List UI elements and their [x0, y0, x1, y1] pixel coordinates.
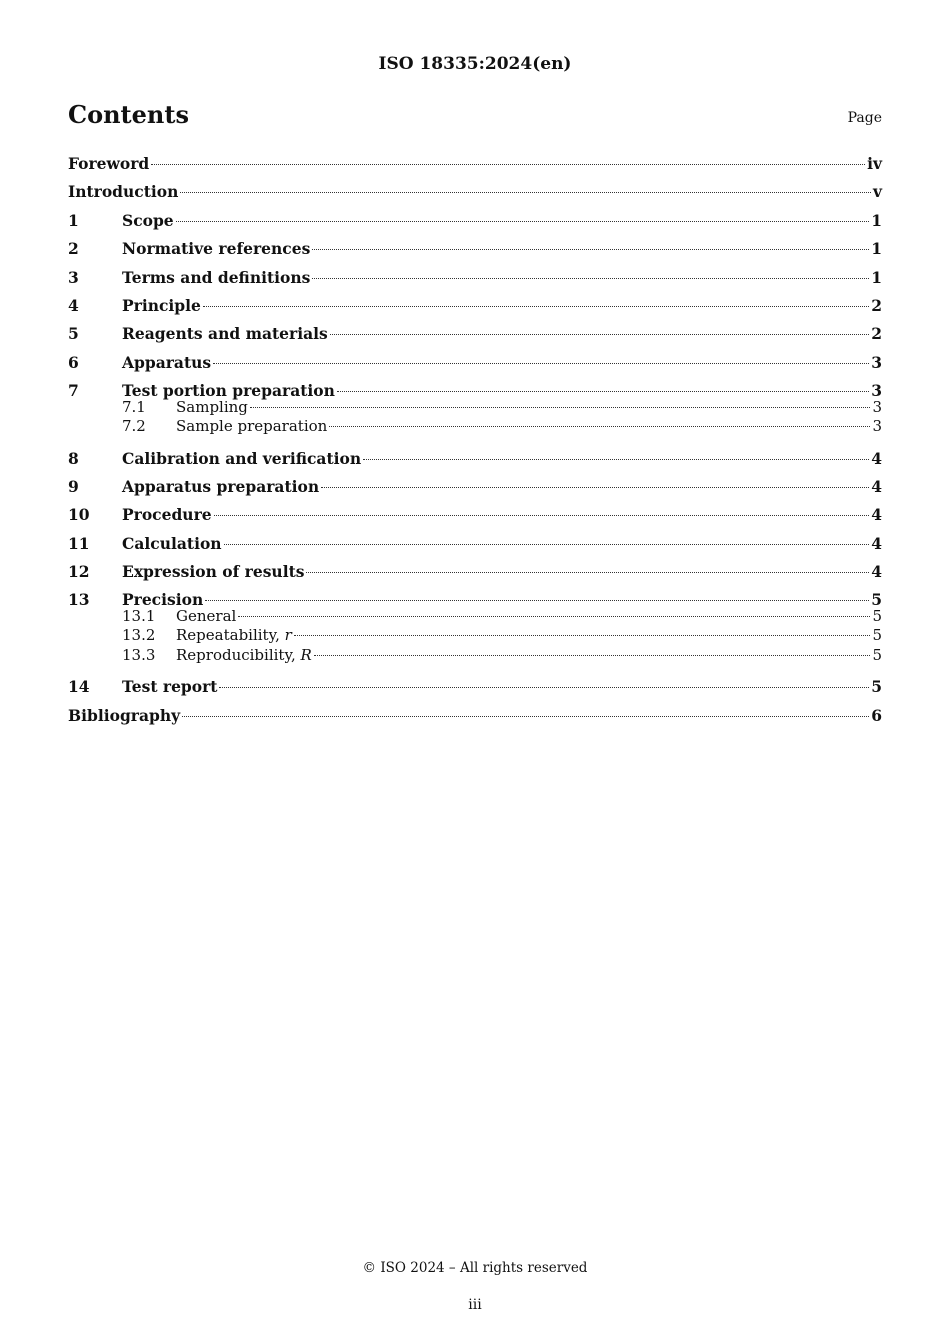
toc-entry-number: 3	[68, 267, 79, 287]
toc-entry-page: 3	[872, 397, 882, 416]
toc-subentry-reproducibility[interactable]	[68, 646, 882, 666]
toc-entry-page: 1	[871, 239, 882, 259]
toc-entry-title	[176, 626, 292, 646]
toc-entry-page: 2	[871, 324, 882, 344]
toc-entry-page: v	[872, 182, 882, 202]
toc-entry-page: 3	[871, 381, 882, 401]
dot-leader	[219, 686, 869, 688]
dot-leader	[321, 486, 869, 488]
toc-entry-number: 9	[68, 476, 79, 496]
dot-leader	[337, 390, 869, 392]
toc-entry-page: 2	[871, 295, 882, 315]
dot-leader	[312, 248, 869, 250]
symbol-r: r	[284, 626, 292, 645]
toc-entry-page: 3	[872, 417, 882, 436]
toc-entry-number: 7.2	[122, 417, 146, 436]
dot-leader	[214, 514, 870, 516]
toc-entry-page: 4	[871, 476, 882, 496]
toc-entry-scope[interactable]	[68, 207, 882, 235]
toc-entry-number: 2	[68, 239, 79, 259]
document-header: ISO 18335:2024(en)	[378, 54, 572, 74]
dot-leader	[363, 458, 869, 460]
toc-entry-title: Precision	[122, 590, 204, 610]
toc-entry-title: Procedure	[122, 505, 212, 525]
toc-entry-page: iv	[867, 154, 882, 173]
toc-entry-normative-references[interactable]	[68, 235, 882, 263]
toc-entry-page: 5	[872, 645, 882, 664]
toc-entry-number: 6	[68, 352, 79, 372]
copyright-footer: © ISO 2024 – All rights reserved	[362, 1260, 588, 1276]
toc-entry-page: 5	[872, 626, 882, 645]
toc-entry-title-text: Repeatability,	[176, 626, 285, 645]
toc-entry-number: 13	[68, 590, 90, 610]
page-number: iii	[468, 1297, 482, 1313]
toc-entry-title: Test report	[122, 677, 218, 697]
toc-entry-title: Foreword	[68, 154, 150, 173]
toc-entry-number: 13.3	[122, 645, 156, 664]
dot-leader	[151, 163, 865, 165]
toc-entry-calculation[interactable]	[68, 530, 882, 558]
toc-entry-number: 4	[68, 295, 79, 315]
toc-entry-title: Introduction	[68, 182, 179, 202]
dot-leader	[176, 220, 870, 222]
table-of-contents	[68, 150, 882, 730]
toc-entry-page: 6	[871, 705, 882, 725]
dot-leader	[213, 362, 869, 364]
toc-entry-apparatus[interactable]	[68, 349, 882, 377]
toc-entry-title: Normative references	[122, 239, 311, 259]
toc-entry-page: 4	[871, 505, 882, 525]
dot-leader	[312, 277, 869, 279]
toc-entry-page: 4	[871, 562, 882, 582]
toc-entry-expression-of-results[interactable]	[68, 558, 882, 586]
toc-entry-terms-and-definitions[interactable]	[68, 264, 882, 292]
toc-entry-title: Terms and definitions	[122, 267, 311, 287]
toc-entry-calibration-and-verification[interactable]	[68, 445, 882, 473]
toc-entry-page: 5	[872, 606, 882, 625]
toc-entry-number: 12	[68, 562, 90, 582]
toc-entry-page: 5	[871, 590, 882, 610]
dot-leader	[330, 333, 869, 335]
toc-entry-title-text: Reproducibility,	[176, 645, 301, 664]
toc-entry-title: General	[176, 606, 237, 625]
toc-entry-number: 8	[68, 448, 79, 468]
dot-leader	[238, 615, 870, 617]
toc-entry-number: 11	[68, 533, 90, 553]
toc-entry-title: Expression of results	[122, 562, 305, 582]
toc-entry-apparatus-preparation[interactable]	[68, 473, 882, 501]
toc-entry-title: Bibliography	[68, 705, 181, 725]
dot-leader	[329, 425, 870, 427]
toc-subentry-repeatability[interactable]	[68, 626, 882, 646]
toc-entry-number: 5	[68, 324, 79, 344]
toc-entry-title: Sampling	[176, 397, 248, 416]
toc-entry-page: 4	[871, 448, 882, 468]
toc-entry-number: 7	[68, 381, 79, 401]
toc-entry-title: Reagents and materials	[122, 324, 328, 344]
dot-leader	[205, 599, 869, 601]
toc-entry-principle[interactable]	[68, 292, 882, 320]
toc-entry-title: Apparatus	[122, 352, 212, 372]
toc-entry-number: 7.1	[122, 397, 146, 416]
toc-entry-page: 4	[871, 533, 882, 553]
dot-leader	[314, 654, 871, 656]
toc-entry-reagents-and-materials[interactable]	[68, 320, 882, 348]
toc-entry-bibliography[interactable]	[68, 702, 882, 730]
toc-entry-introduction[interactable]	[68, 178, 882, 206]
toc-entry-title: Scope	[122, 210, 174, 230]
toc-subentry-general[interactable]	[68, 607, 882, 627]
toc-entry-number: 1	[68, 210, 79, 230]
toc-entry-title: Sample preparation	[176, 417, 328, 436]
dot-leader	[203, 305, 869, 307]
symbol-R: R	[300, 645, 312, 664]
dot-leader	[180, 191, 871, 193]
dot-leader	[294, 634, 871, 636]
toc-entry-number: 13.2	[122, 626, 156, 645]
dot-leader	[306, 571, 869, 573]
toc-entry-title: Test portion preparation	[122, 381, 335, 401]
page-column-label: Page	[847, 110, 882, 126]
toc-entry-page: 5	[871, 677, 882, 697]
toc-entry-page: 3	[871, 352, 882, 372]
toc-entry-title: Calculation	[122, 533, 222, 553]
dot-leader	[224, 543, 870, 545]
toc-entry-number: 14	[68, 677, 90, 697]
toc-entry-title: Calibration and verification	[122, 448, 362, 468]
toc-entry-test-report[interactable]	[68, 673, 882, 701]
toc-subentry-sampling[interactable]	[68, 398, 882, 418]
toc-entry-title	[176, 646, 312, 666]
contents-title: Contents	[68, 100, 189, 129]
toc-subentry-sample-preparation[interactable]	[68, 417, 882, 437]
toc-entry-number: 13.1	[122, 606, 156, 625]
toc-entry-procedure[interactable]	[68, 501, 882, 529]
toc-entry-title: Apparatus preparation	[122, 476, 320, 496]
toc-entry-number: 10	[68, 505, 90, 525]
dot-leader	[250, 406, 871, 408]
toc-entry-title: Principle	[122, 295, 201, 315]
toc-entry-foreword[interactable]	[68, 150, 882, 178]
toc-entry-page: 1	[871, 267, 882, 287]
toc-entry-page: 1	[871, 210, 882, 230]
dot-leader	[182, 715, 869, 717]
